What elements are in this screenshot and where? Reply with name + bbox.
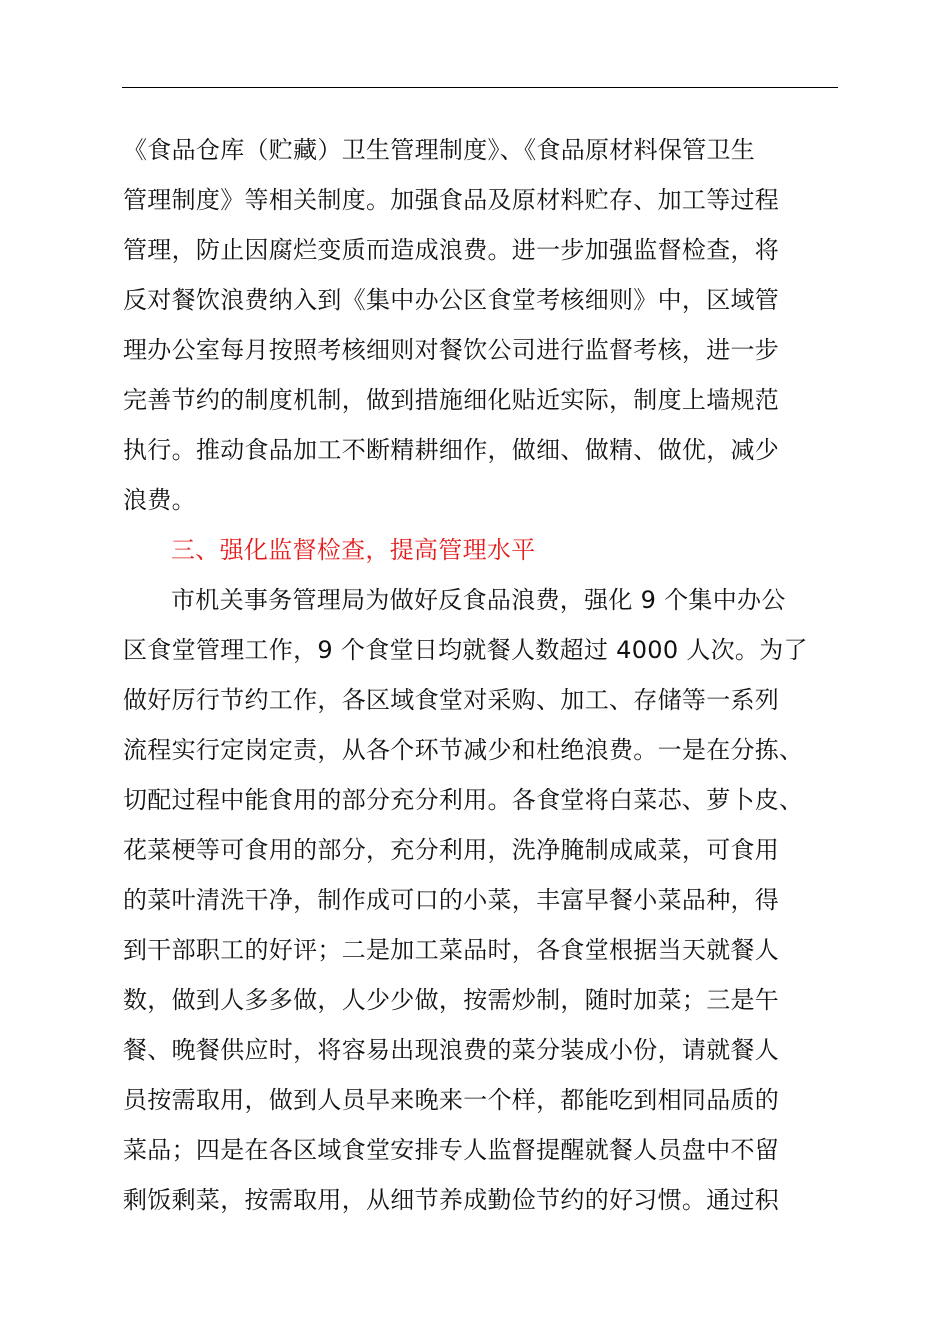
text-line: 区食堂管理工作，9 个食堂日均就餐人数超过 4000 人次。为了 (123, 636, 808, 664)
paragraph-first-line: 市机关事务管理局为做好反食品浪费，强化 9 个集中办公 (171, 586, 786, 614)
text-line: 反对餐饮浪费纳入到《集中办公区食堂考核细则》中，区域管 (123, 286, 780, 314)
header-rule (122, 87, 838, 88)
text-line: 剩饭剩菜，按需取用，从细节养成勤俭节约的好习惯。通过积 (123, 1186, 780, 1214)
text-line: 执行。推动食品加工不断精耕细作，做细、做精、做优，减少 (123, 436, 780, 464)
text-line: 数，做到人多多做，人少少做，按需炒制，随时加菜；三是午 (123, 986, 780, 1014)
section-heading: 三、强化监督检查，提高管理水平 (171, 536, 536, 564)
text-line: 理办公室每月按照考核细则对餐饮公司进行监督考核，进一步 (123, 336, 780, 364)
text-line: 做好厉行节约工作，各区域食堂对采购、加工、存储等一系列 (123, 686, 780, 714)
text-line: 流程实行定岗定责，从各个环节减少和杜绝浪费。一是在分拣、 (123, 736, 804, 764)
text-line: 餐、晚餐供应时，将容易出现浪费的菜分装成小份，请就餐人 (123, 1036, 780, 1064)
text-line: 完善节约的制度机制，做到措施细化贴近实际，制度上墙规范 (123, 386, 780, 414)
text-line: 《食品仓库（贮藏）卫生管理制度》、《食品原材料保管卫生 (123, 136, 756, 164)
text-line: 到干部职工的好评；二是加工菜品时，各食堂根据当天就餐人 (123, 936, 780, 964)
text-line: 花菜梗等可食用的部分，充分利用，洗净腌制成咸菜，可食用 (123, 836, 780, 864)
document-body (123, 125, 839, 1225)
text-line: 员按需取用，做到人员早来晚来一个样，都能吃到相同品质的 (123, 1086, 780, 1114)
text-line: 浪费。 (123, 486, 196, 514)
text-line: 管理，防止因腐烂变质而造成浪费。进一步加强监督检查，将 (123, 236, 780, 264)
text-line: 菜品；四是在各区域食堂安排专人监督提醒就餐人员盘中不留 (123, 1136, 780, 1164)
text-line: 管理制度》等相关制度。加强食品及原材料贮存、加工等过程 (123, 186, 780, 214)
text-line: 的菜叶清洗干净，制作成可口的小菜，丰富早餐小菜品种，得 (123, 886, 780, 914)
text-line: 切配过程中能食用的部分充分利用。各食堂将白菜芯、萝卜皮、 (123, 786, 804, 814)
